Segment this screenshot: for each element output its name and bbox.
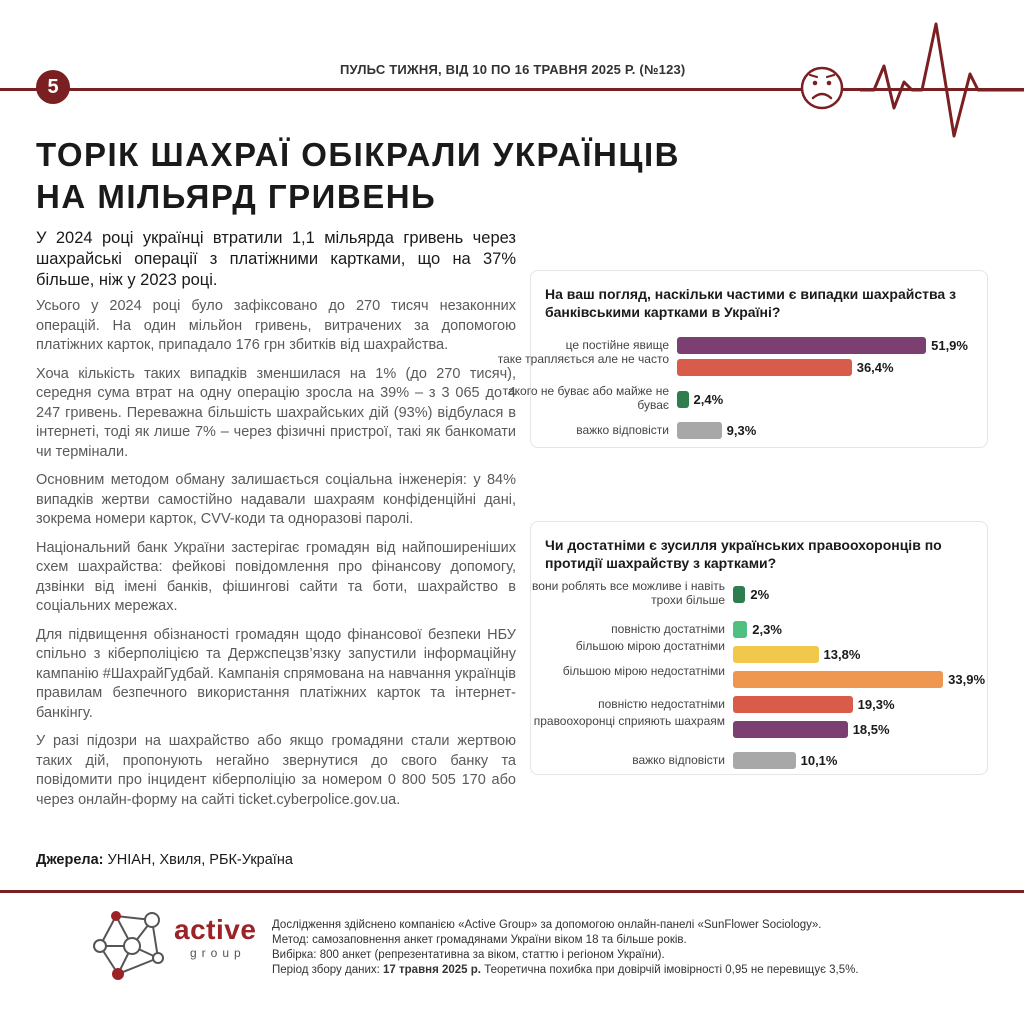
bar-value-label: 2,4% (693, 392, 724, 407)
brand-name: active (174, 914, 257, 945)
bar-value-label: 36,4% (856, 360, 894, 375)
paragraph: Усього у 2024 році було зафіксовано до 270 тисяч незаконних операцій. На один мільйон гривень, витрачених за допомогою платіжних карток, припадало 176 грн збитків від шахрайства. (36, 298, 516, 353)
period-label: Період збору даних: (272, 964, 384, 976)
sad-face-icon (800, 62, 844, 110)
chart-rows (531, 580, 987, 780)
sources-label: Джерела: (36, 852, 104, 868)
title-line-1: ТОРІК ШАХРАЇ ОБІКРАЛИ УКРАЇНЦІВ (36, 136, 680, 173)
period-note: Теоретична похибка при довірчій імовірності 0,95 не перевищує 3,5%. (481, 964, 859, 976)
bar (677, 359, 852, 376)
bar-value-label: 33,9% (948, 672, 986, 687)
sources (36, 852, 293, 868)
chart-card-police-efforts (530, 521, 988, 775)
bar-label: це постійне явище (565, 338, 669, 352)
bar-label: більшою мірою достатніми (575, 639, 725, 653)
bar (677, 337, 926, 354)
bar-label: більшою мірою недостатніми (562, 664, 725, 678)
paragraph: У разі підозри на шахрайство або якщо громадяни стали жертвою таких дій, пропонують негайно звернутися до свого банку та повідомити про інцидент кіберполіцію за номером 0 800 505 170 або через онлайн-форму на сайті ticket.cyberpolice.gov.ua. (36, 733, 516, 808)
paragraph: Хоча кількість таких випадків зменшилася на 1% (до 270 тисяч), середня сума втрат на одну операцію зросла на 39% – з 3 065 до 4 247 гривень. Переважна більшість шахрайських дій (93%) відбулася в інтернеті, тоді як лише 7% – через фізичні пристрої, такі як банкомати чи термінали. (36, 365, 516, 460)
bar-value-label: 2% (750, 587, 770, 602)
bar-value-label: 18,5% (852, 722, 890, 737)
chart-rows (497, 329, 987, 459)
bar-label: таке трапляється але не часто (497, 352, 669, 366)
period-date: 17 травня 2025 р. (383, 964, 481, 976)
bar-label: повністю достатніми (611, 622, 725, 636)
bar-value-label: 9,3% (726, 423, 757, 438)
bar-label: вони роблять все можливе і навіть трохи більше (532, 579, 725, 607)
method-line: Дослідження здійснено компанією «Active Group» за допомогою онлайн-панелі «SunFlower Sociology». (272, 919, 822, 931)
sources-text: УНІАН, Хвиля, РБК-Україна (103, 852, 293, 868)
bar-label: такого не буває або майже не буває (502, 384, 669, 412)
chart-question: На ваш погляд, наскільки частими є випадки шахрайства з банківськими картками в Україні? (545, 286, 957, 320)
bar-value-label: 2,3% (752, 622, 782, 637)
bar-value-label: 10,1% (800, 753, 838, 768)
article-title (36, 134, 756, 218)
bar-value-label: 19,3% (857, 697, 895, 712)
bar (733, 586, 745, 603)
bar (733, 721, 848, 738)
methodology-note (272, 918, 992, 978)
brand-subtitle: group (190, 946, 246, 960)
title-line-2: НА МІЛЬЯРД ГРИВЕНЬ (36, 178, 437, 215)
heartbeat-pulse-icon (860, 18, 1024, 138)
footer-divider (0, 890, 1024, 893)
issue-title: ПУЛЬС ТИЖНЯ, ВІД 10 ПО 16 ТРАВНЯ 2025 Р. (№123) (340, 62, 686, 77)
bar (733, 621, 747, 638)
paragraph: Основним методом обману залишається соціальна інженерія: у 84% випадків жертви самостійно надавали шахраям конфіденційні дані, зокрема номери карток, CVV-коди та одноразові паролі. (36, 472, 516, 527)
chart-question: Чи достатніми є зусилля українських правоохоронців по протидії шахрайству з картками? (545, 537, 942, 571)
article-lead: У 2024 році українці втратили 1,1 мільярда гривень через шахрайські операції з платіжними картками, що на 37% більше, ніж у 2023 році. (36, 229, 516, 289)
paragraph: Національний банк України застерігає громадян від найпоширеніших схем шахрайства: фейкові повідомлення про фінансову допомогу, дзвінки від імені банків, фішингові сайти та боти, шахрайство в соціальних мережах. (36, 539, 516, 614)
method-line (272, 963, 992, 978)
bar (733, 696, 853, 713)
active-group-logo-icon (88, 906, 174, 986)
bar (733, 646, 819, 663)
chart-card-frequency (497, 270, 988, 448)
method-line: Метод: самозаповнення анкет громадянами України віком 18 та більше років. (272, 934, 687, 946)
bar (733, 752, 796, 769)
article-body (36, 297, 516, 819)
paragraph: Для підвищення обізнаності громадян щодо фінансової безпеки НБУ спільно з кіберполіцією та Держспецзв’язку запустили інформаційну кампанію #ШахрайГудбай. Кампанія спрямована на навчання українців правилам безпечного використання платіжних карток та інтернет-банкінгу. (36, 626, 516, 721)
bar-value-label: 13,8% (823, 647, 861, 662)
bar (677, 422, 722, 439)
bar-label: важко відповісти (576, 423, 669, 437)
bar-label: важко відповісти (632, 753, 725, 767)
bar-label: повністю недостатніми (598, 697, 725, 711)
bar-value-label: 51,9% (931, 338, 968, 353)
bar (677, 391, 689, 408)
page-number-badge: 5 (36, 70, 70, 104)
bar (733, 671, 943, 688)
method-line: Вибірка: 800 анкет (репрезентативна за віком, статтю і регіоном України). (272, 949, 665, 961)
bar-label: правоохоронці сприяють шахраям (533, 714, 725, 728)
